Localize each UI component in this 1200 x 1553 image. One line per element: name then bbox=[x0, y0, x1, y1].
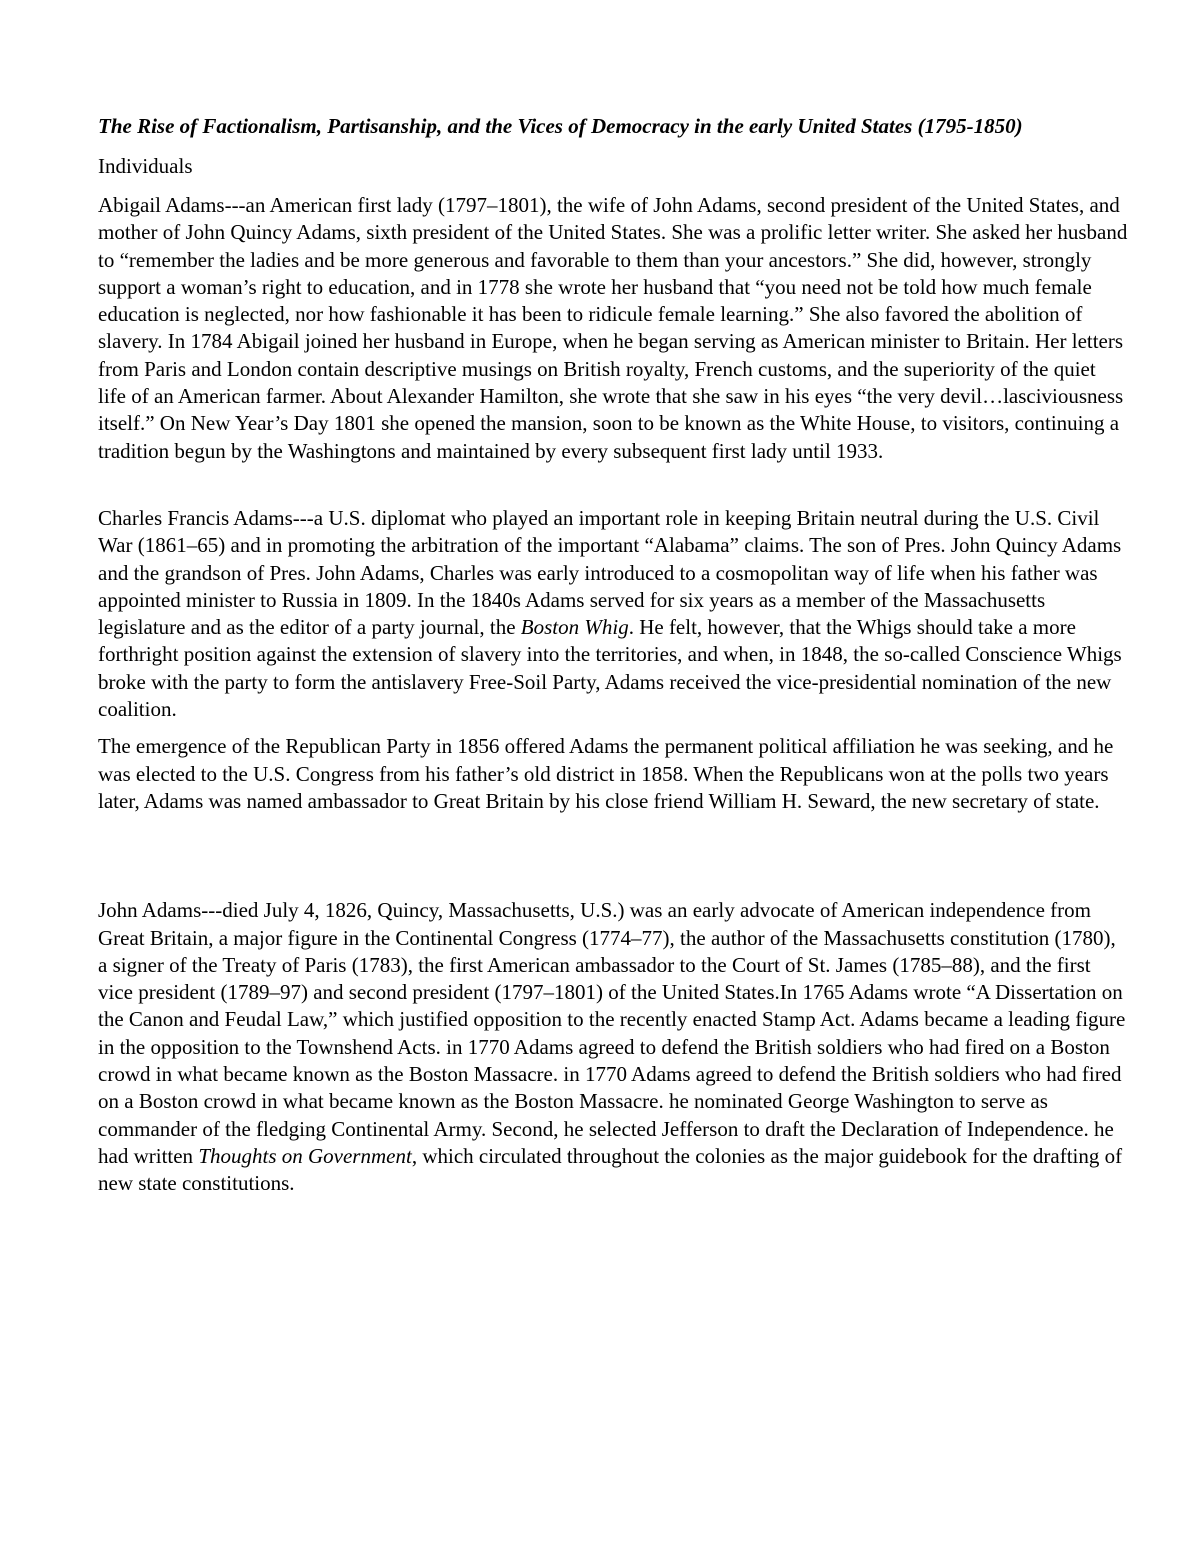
entry-paragraph-charles-francis-adams-2 bbox=[98, 733, 1128, 815]
paragraph-text: Abigail Adams---an American first lady (1797–1801), the wife of John Adams, second president of the United States, and mother of John Quincy Adams, sixth president of the United States. She was a prolific letter writer. She asked her husband to “remember the ladies and be more generous and favorable to them than your ancestors.” She did, however, strongly support a woman’s right to education, and in 1778 she wrote her husband that “you need not be told how much female education is neglected, nor how fashionable it has been to ridicule female learning.” She also favored the abolition of slavery. In 1784 Abigail joined her husband in Europe, when he began serving as American minister to Britain. Her letters from Paris and London contain descriptive musings on British royalty, French customs, and the superiority of the quiet life of an American farmer. About Alexander Hamilton, she wrote that she saw in his eyes “the very devil…lasciviousness itself.” On New Year’s Day 1801 she opened the mansion, soon to be known as the White House, to visitors, continuing a tradition begun by the Washingtons and maintained by every subsequent first lady until 1933. bbox=[98, 193, 1128, 463]
section-label: Individuals bbox=[98, 154, 193, 178]
paragraph-text: . He felt, however, that the Whigs should take a more forthright position against the extension of slavery into the territories, and when, in 1848, the so-called Conscience Whigs broke with the party to form the antislavery Free-Soil Party, Adams received the vice-presidential nomination of the new coalition. bbox=[98, 615, 1122, 722]
entry-paragraph-charles-francis-adams bbox=[98, 505, 1128, 723]
italic-title-boston-whig: Boston Whig bbox=[520, 615, 629, 640]
entry-paragraph-abigail-adams bbox=[98, 192, 1128, 465]
paragraph-text: The emergence of the Republican Party in 1856 offered Adams the permanent political affiliation he was seeking, and he was elected to the U.S. Congress from his father’s old district in 1858. When the Republicans won at the polls two years later, Adams was named ambassador to Great Britain by his close friend William H. Seward, the new secretary of state. bbox=[98, 734, 1114, 813]
paragraph-text: Charles Francis Adams---a U.S. diplomat who played an important role in keeping Britain neutral during the U.S. Civil War (1861–65) and in promoting the arbitration of the important “Alabama” claims. The son of Pres. John Quincy Adams and the grandson of Pres. John Adams, Charles was early introduced to a cosmopolitan way of life when his father was appointed minister to Russia in 1809. In the 1840s Adams served for six years as a member of the Massachusetts legislature and as the editor of a party journal, the bbox=[98, 505, 1122, 640]
paragraph-text: John Adams---died July 4, 1826, Quincy, Massachusetts, U.S.) was an early advocate of American independence from Great Britain, a major figure in the Continental Congress (1774–77), the author of the Massachusetts constitution (1780), a signer of the Treaty of Paris (1783), the first American ambassador to the Court of St. James (1785–88), and the first vice president (1789–97) and second president (1797–1801) of the United States.In 1765 Adams wrote “A Dissertation on the Canon and Feudal Law,” which justified opposition to the recently enacted Stamp Act. Adams became a leading figure in the opposition to the Townshend Acts. in 1770 Adams agreed to defend the British soldiers who had fired on a Boston crowd in what became known as the Boston Massacre. in 1770 Adams agreed to defend the British soldiers who had fired on a Boston crowd in what became known as the Boston Massacre. he nominated George Washington to serve as commander of the fledging Continental Army. Second, he selected Jefferson to draft the Declaration of Independence. he had written bbox=[98, 898, 1126, 1168]
document-page bbox=[98, 112, 1128, 1198]
paragraph-text: , which circulated throughout the colonies as the major guidebook for the drafting of new state constitutions. bbox=[98, 1143, 1123, 1196]
entry-paragraph-john-adams bbox=[98, 897, 1128, 1197]
italic-title-thoughts-on-government: Thoughts on Government bbox=[198, 1143, 412, 1168]
document-title: The Rise of Factionalism, Partisanship, and the Vices of Democracy in the early United States (1795-1850) bbox=[98, 114, 1023, 138]
